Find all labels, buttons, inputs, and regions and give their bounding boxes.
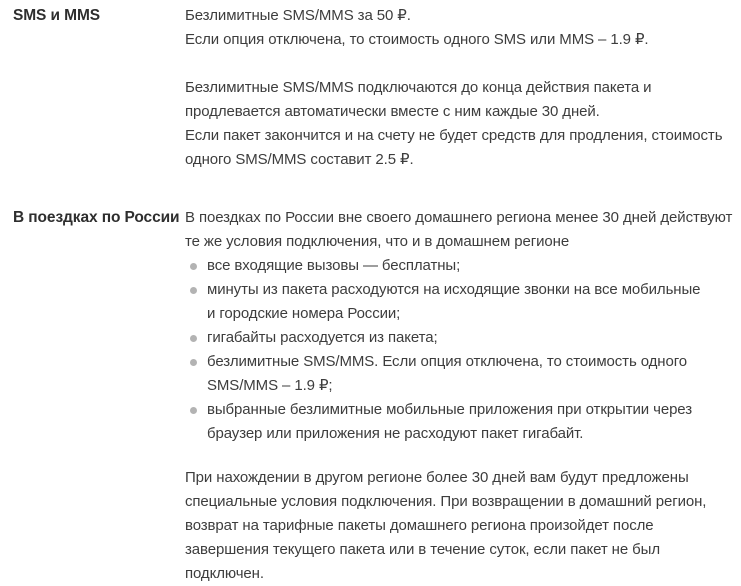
list-item [185, 350, 728, 398]
bullet-icon [190, 263, 197, 270]
section-sms-mms-content [185, 4, 728, 172]
section-travel-russia [13, 206, 741, 586]
list-item-text: все входящие вызовы — бесплатны; [207, 257, 461, 274]
section-travel-russia-label: В поездках по России [13, 209, 180, 226]
section-sms-mms [13, 4, 741, 172]
bullet-icon [190, 407, 197, 414]
travel-conditions-list [185, 254, 728, 446]
bullet-icon [190, 335, 197, 342]
list-item [185, 254, 728, 278]
list-item-text: выбранные безлимитные мобильные приложения при открытии через браузер или приложения не расходуют пакет гигабайт. [207, 401, 692, 442]
section-travel-russia-content [185, 206, 733, 586]
list-item [185, 326, 728, 350]
bullet-icon [190, 287, 197, 294]
list-item [185, 278, 728, 326]
travel-intro-paragraph: В поездках по России вне своего домашнего региона менее 30 дней действуют те же условия подключения, что и в домашнем регионе [185, 209, 733, 250]
sms-price-paragraph: Безлимитные SMS/MMS за 50 ₽. Если опция отключена, то стоимость одного SMS или MMS – 1.9 ₽. [185, 7, 649, 48]
section-sms-mms-label: SMS и MMS [13, 7, 100, 24]
list-item-text: гигабайты расходуется из пакета; [207, 329, 438, 346]
travel-outro-paragraph: При нахождении в другом регионе более 30 дней вам будут предложены специальные условия подключения. При возвращении в домашний регион, возврат на тарифные пакеты домашнего региона произойдет после завершения текущего пакета или в течение суток, если пакет не был подключен. [185, 469, 707, 582]
list-item [185, 398, 728, 446]
list-item-text: минуты из пакета расходуются на исходящие звонки на все мобильные и городские номера России; [207, 281, 701, 322]
list-item-text: безлимитные SMS/MMS. Если опция отключена, то стоимость одного SMS/MMS – 1.9 ₽; [207, 353, 687, 394]
sms-renewal-paragraph: Безлимитные SMS/MMS подключаются до конца действия пакета и продлевается автоматически вместе с ним каждые 30 дней. Если пакет закончится и на счету не будет средств для продления, стоимость одного SMS/MMS составит 2.5 ₽. [185, 79, 723, 168]
bullet-icon [190, 359, 197, 366]
